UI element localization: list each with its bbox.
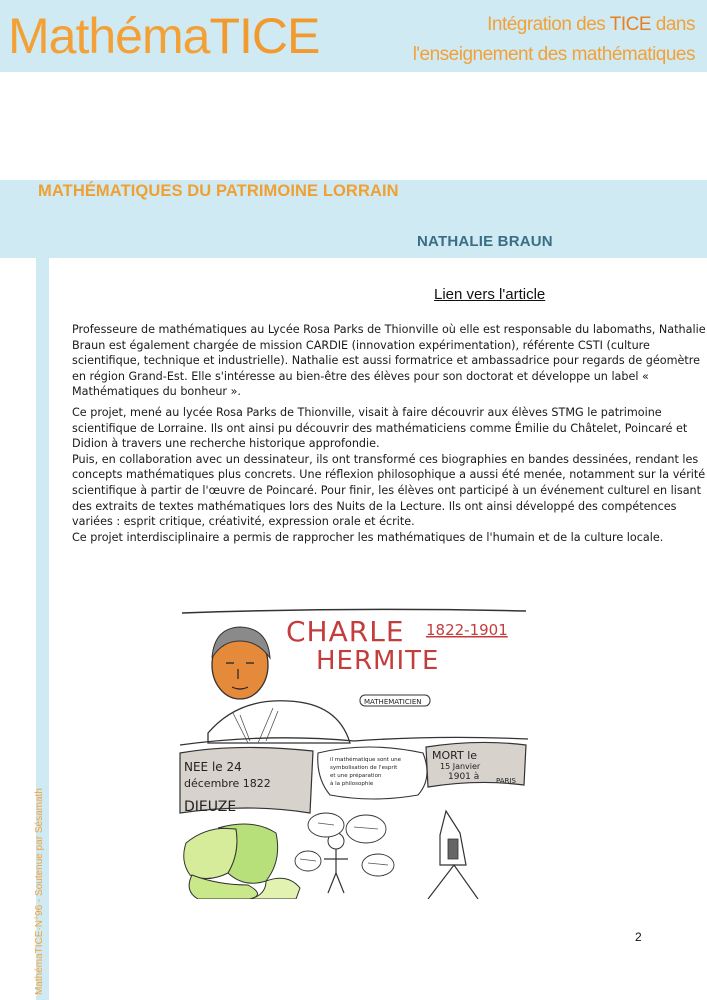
logo-part-mathema: Mathéma	[8, 8, 210, 64]
header-banner	[0, 0, 707, 72]
paragraph-project: Ce projet, mené au lycée Rosa Parks de Thionville, visait à faire découvrir aux élèves STMG le patrimoine scientifique de Lorraine. Ils ont ainsi pu découvrir des mathématiciens comme Émilie du Châtelet, Poincaré et Didion à travers une recherche historique approfondie.	[72, 405, 688, 451]
tagline-tice: TICE	[609, 14, 652, 35]
article-link[interactable]: Lien vers l'article	[434, 286, 546, 303]
death-line1: MORT le	[432, 749, 478, 762]
thinking-character	[295, 813, 394, 893]
tagline-pre: Intégration des	[487, 14, 610, 35]
section-title: MATHÉMATIQUES DU PATRIMOINE LORRAIN	[38, 182, 399, 200]
header-tagline	[413, 10, 695, 70]
death-line4: PARIS	[496, 777, 516, 785]
sidebar-credit-text: MathémaTICE·N°96 - Soutenue par Sésamath	[34, 788, 45, 995]
author-name: NATHALIE BRAUN	[417, 233, 553, 250]
bubble-line3: et une préparation	[330, 773, 382, 779]
bubble-line2: symbolisation de l'esprit	[330, 765, 398, 771]
article-body	[72, 322, 707, 545]
page-number: 2	[635, 930, 642, 944]
tower-sketch	[428, 811, 478, 899]
bubble-line4: à la philosophie	[330, 781, 374, 787]
birth-line3: DIEUZE	[184, 799, 237, 815]
birth-line1: NEE le 24	[184, 760, 242, 774]
paragraph-bio: Professeure de mathématiques au Lycée Rosa Parks de Thionville où elle est responsable du labomaths, Nathalie Braun est également chargée de mission CARDIE (innovation expérimentation), référente CSTI (culture scientifique, technique et industrielle). Nathalie est aussi formatrice et ambassadrice pour regards de géomètre en région Grand-Est. Elle s'intéresse au bien-être des élèves pour son doctorat et développe un label « Mathématiques du bonheur ».	[72, 323, 706, 399]
tagline-line1	[413, 10, 695, 40]
drawing-dates: 1822-1901	[426, 621, 508, 639]
drawing-label: MATHEMATICIEN	[364, 698, 422, 706]
drawing-title-line2: HERMITE	[316, 646, 440, 676]
paragraph-collaboration: Puis, en collaboration avec un dessinateur, ils ont transformé ces biographies en bandes dessinées, rendant les concepts mathématiques plus concrets. Une réflexion philosophique a aussi été menée, notamment sur la vérité scientifique à partir de l'œuvre de Poincaré. Pour finir, les élèves ont participé à un événement culturel en lisant des extraits de textes mathématiques lors des Nuits de la Lecture. Ils ont ainsi développé des compétences variées : esprit critique, créativité, expression orale et écrite.	[72, 452, 706, 529]
drawing-title-line1: CHARLE	[286, 615, 405, 648]
frame-line-top	[182, 609, 526, 613]
death-line2: 15 Janvier	[440, 762, 481, 771]
paragraph-conclusion: Ce projet interdisciplinaire a permis de rapprocher les mathématiques de l'humain et de la culture locale.	[72, 530, 664, 544]
bubble-line1: il mathématique sont une	[330, 757, 402, 763]
logo-part-tice: TICE	[209, 8, 320, 64]
mathematice-logo[interactable]	[8, 4, 319, 68]
birth-line2: décembre 1822	[184, 777, 271, 790]
death-line3: 1901 à	[448, 772, 480, 782]
charles-hermite-drawing	[178, 603, 530, 899]
tagline-post: dans	[651, 14, 695, 35]
lorraine-map	[184, 824, 300, 899]
tagline-line2: l'enseignement des mathématiques	[412, 44, 695, 65]
portrait-shoulders	[208, 701, 350, 743]
